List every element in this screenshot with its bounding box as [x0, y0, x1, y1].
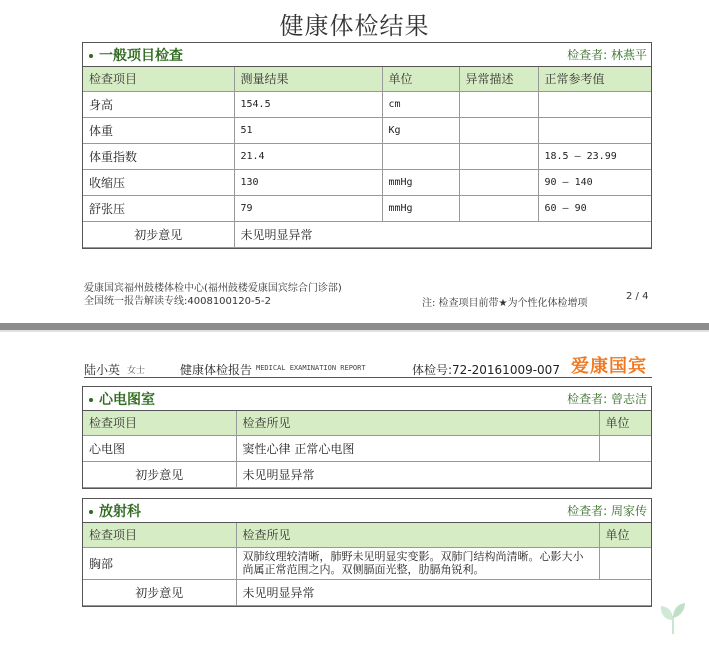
row-unit: Kg	[382, 117, 459, 143]
col-header-result: 测量结果	[234, 67, 382, 91]
radiology-header	[83, 499, 651, 523]
table-row	[83, 195, 651, 221]
row-unit	[382, 143, 459, 169]
opinion-label: 初步意见	[83, 461, 236, 487]
radiology-inspector: 检查者: 周家传	[567, 504, 647, 518]
page-title: 健康体检结果	[279, 12, 430, 40]
opinion-value: 未见明显异常	[234, 221, 651, 247]
bullet-icon	[89, 398, 93, 402]
general-exam-table	[83, 67, 651, 248]
brand-logo: 爱康国宾	[571, 356, 647, 377]
row-result: 130	[234, 169, 382, 195]
row-result: 21.4	[234, 143, 382, 169]
col-header-abnormal: 异常描述	[459, 67, 538, 91]
general-exam-inspector: 检查者: 林燕平	[567, 48, 647, 62]
opinion-value: 未见明显异常	[236, 579, 651, 605]
row-unit: mmHg	[382, 169, 459, 195]
col-header-unit: 单位	[599, 523, 651, 547]
row-unit: cm	[382, 91, 459, 117]
col-header-item: 检查项目	[83, 411, 236, 435]
footer-info	[84, 282, 342, 308]
row-item: 身高	[83, 91, 234, 117]
row-unit	[599, 547, 651, 579]
radiology-section	[82, 498, 652, 607]
row-abnormal	[459, 169, 538, 195]
check-number: 体检号:72-20161009-007	[412, 363, 560, 377]
general-exam-title: 一般项目检查	[99, 47, 183, 64]
opinion-row	[83, 221, 651, 247]
row-result: 79	[234, 195, 382, 221]
report-title-en: MEDICAL EXAMINATION REPORT	[256, 364, 366, 372]
row-finding: 窦性心律 正常心电图	[236, 435, 599, 461]
row-reference	[538, 91, 651, 117]
footer-center-name: 爱康国宾福州鼓楼体检中心(福州鼓楼爱康国宾综合门诊部)	[84, 283, 342, 294]
row-unit	[599, 435, 651, 461]
col-header-reference: 正常参考值	[538, 67, 651, 91]
row-reference: 18.5 — 23.99	[538, 143, 651, 169]
row-item: 舒张压	[83, 195, 234, 221]
row-item: 心电图	[83, 435, 236, 461]
opinion-row	[83, 461, 651, 487]
opinion-row	[83, 579, 651, 605]
page-divider-shadow	[0, 330, 709, 332]
bullet-icon	[89, 54, 93, 58]
table-row	[83, 91, 651, 117]
opinion-label: 初步意见	[83, 579, 236, 605]
row-item: 胸部	[83, 547, 236, 579]
row-reference: 90 — 140	[538, 169, 651, 195]
ecg-table	[83, 411, 651, 488]
general-exam-header	[83, 43, 651, 67]
ecg-title: 心电图室	[99, 391, 155, 408]
col-header-item: 检查项目	[83, 67, 234, 91]
row-item: 体重指数	[83, 143, 234, 169]
row-reference	[538, 117, 651, 143]
row-abnormal	[459, 195, 538, 221]
col-header-item: 检查项目	[83, 523, 236, 547]
row-item: 体重	[83, 117, 234, 143]
bullet-icon	[89, 510, 93, 514]
col-header-unit: 单位	[382, 67, 459, 91]
ecg-header	[83, 387, 651, 411]
footer-note: 注: 检查项目前带★为个性化体检增项	[422, 298, 588, 309]
page-divider	[0, 323, 709, 330]
opinion-label: 初步意见	[83, 221, 234, 247]
ecg-section	[82, 386, 652, 489]
col-header-finding: 检查所见	[236, 523, 599, 547]
col-header-finding: 检查所见	[236, 411, 599, 435]
footer-hotline: 全国统一报告解读专线:4008100120-5-2	[84, 296, 271, 307]
leaf-icon	[655, 600, 691, 636]
report-title: 健康体检报告	[180, 363, 253, 377]
row-unit: mmHg	[382, 195, 459, 221]
row-reference: 60 — 90	[538, 195, 651, 221]
table-row	[83, 117, 651, 143]
table-row	[83, 435, 651, 461]
row-result: 51	[234, 117, 382, 143]
general-exam-section	[82, 42, 652, 249]
radiology-table	[83, 523, 651, 606]
page-number: 2 / 4	[626, 291, 649, 302]
row-abnormal	[459, 91, 538, 117]
patient-gender: 女士	[127, 366, 146, 376]
opinion-value: 未见明显异常	[236, 461, 651, 487]
ecg-inspector: 检查者: 曾志洁	[567, 392, 647, 406]
report-header	[84, 352, 652, 378]
patient-name: 陆小英	[84, 363, 121, 377]
row-abnormal	[459, 117, 538, 143]
table-row	[83, 169, 651, 195]
row-item: 收缩压	[83, 169, 234, 195]
col-header-unit: 单位	[599, 411, 651, 435]
table-row	[83, 143, 651, 169]
table-row	[83, 547, 651, 579]
row-result: 154.5	[234, 91, 382, 117]
radiology-title: 放射科	[99, 503, 141, 520]
row-finding: 双肺纹理较清晰，肺野未见明显实变影。双肺门结构尚清晰。心影大小尚属正常范围之内。双侧膈面光整，肋膈角锐利。	[236, 547, 599, 579]
row-abnormal	[459, 143, 538, 169]
